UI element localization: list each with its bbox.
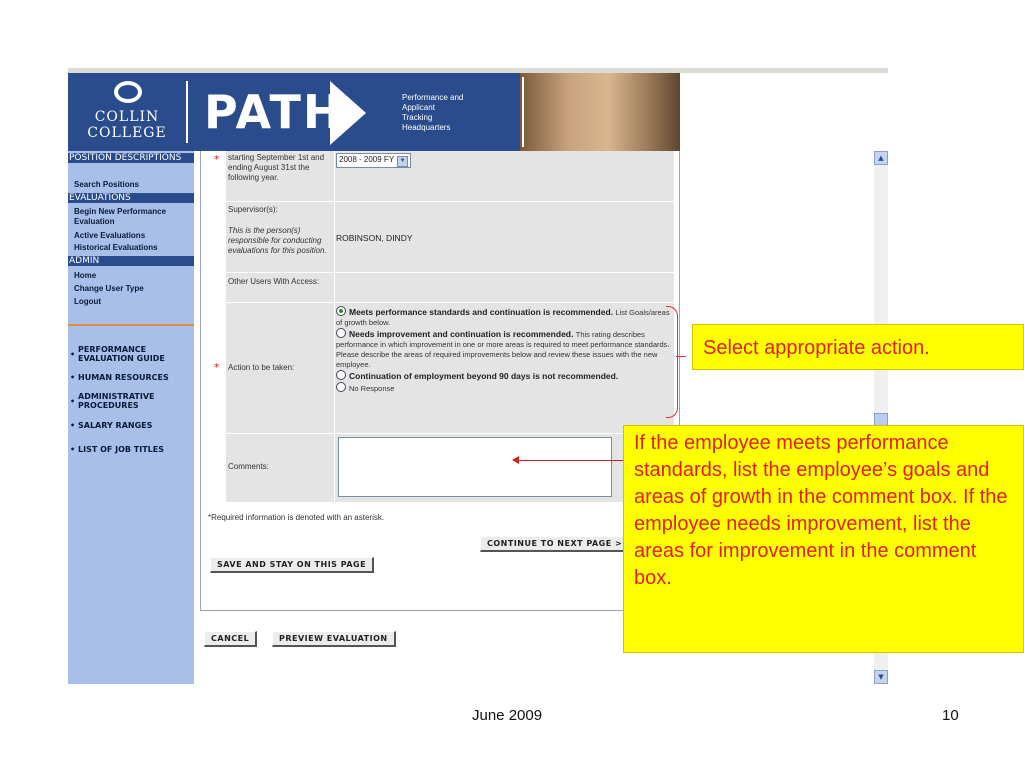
arrow-right-icon bbox=[330, 81, 366, 145]
other-users-label: Other Users With Access: bbox=[228, 277, 320, 286]
chevron-down-icon[interactable]: ▼ bbox=[397, 156, 408, 167]
option-title: Needs improvement and continuation is recommended. bbox=[349, 329, 574, 339]
scroll-down-icon[interactable]: ▼ bbox=[874, 670, 888, 684]
required-asterisk: * bbox=[214, 361, 220, 374]
option-title: Meets performance standards and continuation is recommended. bbox=[349, 307, 614, 317]
app-subtitle-line: Tracking bbox=[402, 113, 433, 122]
preview-evaluation-button[interactable]: PREVIEW EVALUATION bbox=[272, 631, 396, 647]
comments-label: Comments: bbox=[228, 462, 269, 471]
cancel-button[interactable]: CANCEL bbox=[204, 631, 257, 647]
continue-next-page-button[interactable]: CONTINUE TO NEXT PAGE > bbox=[480, 536, 630, 552]
bullet-icon: • bbox=[70, 373, 76, 382]
brace-pointer bbox=[676, 356, 686, 357]
sidebar-item-search-positions[interactable]: Search Positions bbox=[74, 180, 139, 189]
option-needs-improvement[interactable] bbox=[336, 328, 672, 369]
sidebar-bullet-job-titles[interactable] bbox=[70, 445, 192, 455]
sidebar-item-historical-evaluations[interactable]: Historical Evaluations bbox=[74, 243, 158, 252]
option-desc: List Goals/areas of growth below. bbox=[336, 308, 670, 327]
sidebar-item-begin-new-evaluation[interactable]: Begin New Performance Evaluation bbox=[74, 207, 167, 226]
action-row bbox=[226, 303, 674, 434]
college-name-line1: COLLIN bbox=[94, 109, 160, 125]
option-desc: No Response bbox=[349, 384, 395, 393]
app-subtitle-line: Applicant bbox=[402, 103, 435, 112]
sidebar-bullet-label: HUMAN RESOURCES bbox=[78, 373, 169, 382]
option-no-response[interactable] bbox=[336, 382, 672, 393]
sidebar-bullet-human-resources[interactable] bbox=[70, 373, 192, 383]
bullet-icon: • bbox=[70, 421, 76, 430]
fiscal-year-value: 2008 - 2009 FY bbox=[339, 155, 395, 164]
callout-select-action: Select appropriate action. bbox=[692, 324, 1024, 370]
sidebar-bullet-label: SALARY RANGES bbox=[78, 421, 153, 430]
fiscal-year-select[interactable] bbox=[336, 153, 672, 168]
sidebar-bullet-label: LIST OF JOB TITLES bbox=[78, 445, 165, 454]
sidebar-item-active-evaluations[interactable]: Active Evaluations bbox=[74, 231, 146, 240]
column-divider bbox=[334, 273, 335, 302]
sidebar-bullet-label: PERFORMANCE EVALUATION GUIDE bbox=[78, 345, 165, 363]
action-label: Action to be taken: bbox=[228, 363, 295, 372]
arrow-left-icon bbox=[512, 456, 519, 464]
photo-divider bbox=[522, 77, 524, 147]
bullet-icon: • bbox=[70, 445, 76, 454]
required-asterisk: * bbox=[214, 153, 220, 166]
sidebar-bullet-salary-ranges[interactable] bbox=[70, 421, 192, 431]
right-brace bbox=[666, 306, 678, 418]
column-divider bbox=[334, 202, 335, 272]
scroll-up-icon[interactable]: ▲ bbox=[874, 151, 888, 165]
sidebar-heading-evaluations: EVALUATIONS bbox=[68, 193, 194, 203]
page-number: 10 bbox=[942, 707, 959, 724]
sidebar-divider bbox=[68, 324, 194, 326]
supervisor-label: Supervisor(s): bbox=[228, 205, 278, 214]
sidebar-bullet-administrative-procedures[interactable] bbox=[70, 392, 192, 412]
callout-comment-help: If the employee meets performance standards, list the employee’s goals and areas of growth in the comment box. If the employee needs improvement, list the areas for improvement in the comment box. bbox=[623, 425, 1024, 653]
logo-divider bbox=[186, 81, 188, 143]
bullet-icon: • bbox=[70, 350, 76, 359]
sidebar-bullet-label: ADMINISTRATIVE PROCEDURES bbox=[78, 392, 155, 410]
supervisor-note: This is the person(s) responsible for conducting evaluations for this position. bbox=[228, 226, 327, 255]
callout-arrow bbox=[518, 460, 624, 461]
comments-textarea[interactable] bbox=[338, 437, 612, 497]
app-header bbox=[68, 73, 680, 151]
supervisor-value: ROBINSON, DINDY bbox=[336, 233, 413, 243]
app-subtitle bbox=[402, 93, 463, 133]
sidebar-heading-admin: ADMIN bbox=[68, 256, 194, 266]
option-desc: This rating describes performance in which improvement in one or more areas is required to meet performance standards. Please describe the areas of required improvements below and review these issues with the new employee. bbox=[336, 330, 670, 369]
path-logo: PATH bbox=[204, 85, 344, 139]
app-subtitle-line: Headquarters bbox=[402, 123, 451, 132]
radio-button[interactable] bbox=[336, 328, 346, 338]
sidebar-item-logout[interactable]: Logout bbox=[74, 297, 102, 306]
option-not-recommended[interactable] bbox=[336, 370, 672, 381]
collin-college-logo[interactable] bbox=[68, 73, 186, 151]
sidebar-heading-position-descriptions: POSITION DESCRIPTIONS bbox=[68, 153, 194, 163]
save-and-stay-button[interactable]: SAVE AND STAY ON THIS PAGE bbox=[210, 557, 374, 573]
cougar-photo bbox=[520, 73, 680, 151]
radio-button-checked[interactable] bbox=[336, 306, 346, 316]
radio-button[interactable] bbox=[336, 382, 346, 392]
radio-button[interactable] bbox=[336, 370, 346, 380]
sidebar-item-change-user-type[interactable]: Change User Type bbox=[74, 284, 144, 293]
sidebar-bullet-evaluation-guide[interactable] bbox=[70, 345, 192, 365]
option-title: Continuation of employment beyond 90 days is not recommended. bbox=[349, 371, 619, 381]
sidebar bbox=[68, 151, 194, 684]
college-name-line2: COLLEGE bbox=[87, 125, 167, 141]
required-note: *Required information is denoted with an asterisk. bbox=[208, 513, 385, 522]
college-emblem-icon bbox=[114, 81, 142, 103]
sidebar-item-home[interactable]: Home bbox=[74, 271, 97, 280]
footer-date: June 2009 bbox=[472, 707, 543, 724]
fiscal-year-row bbox=[226, 151, 674, 202]
column-divider bbox=[334, 303, 335, 433]
option-meets-standards[interactable] bbox=[336, 306, 672, 327]
column-divider bbox=[334, 434, 335, 502]
fiscal-year-label: starting September 1st and ending August 31st the following year. bbox=[228, 153, 325, 182]
column-divider bbox=[334, 151, 335, 201]
supervisor-row bbox=[226, 202, 674, 273]
app-subtitle-line: Performance and bbox=[402, 93, 464, 102]
action-options bbox=[336, 306, 672, 393]
other-users-row bbox=[226, 273, 674, 303]
bullet-icon: • bbox=[70, 397, 76, 406]
